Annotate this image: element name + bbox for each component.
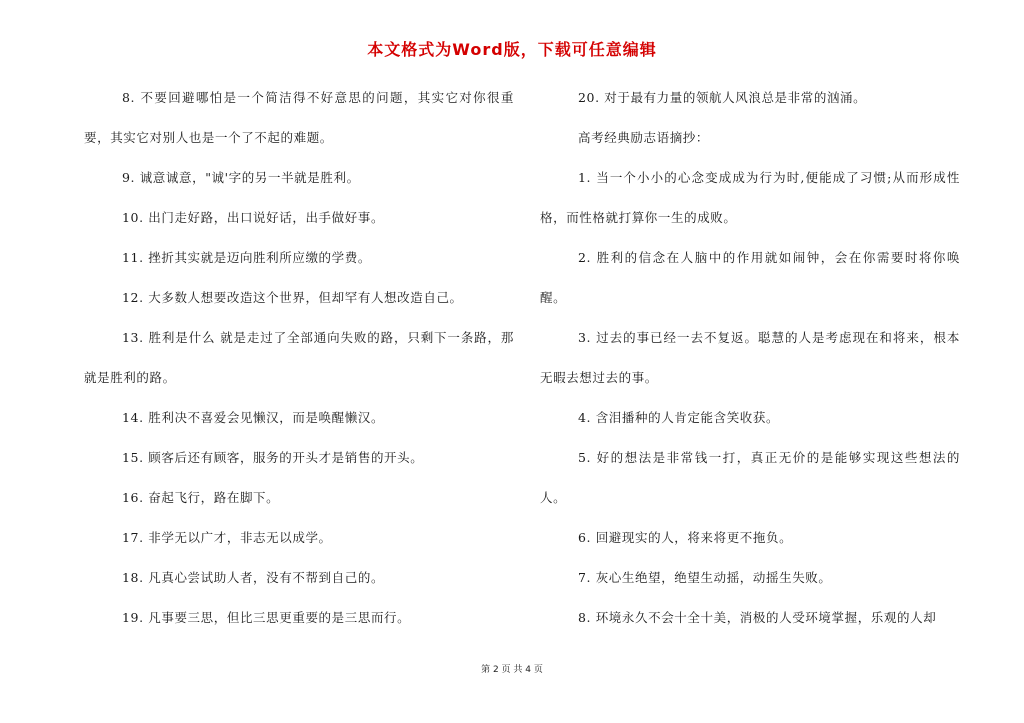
right-column	[540, 78, 960, 638]
paragraph: 1. 当一个小小的心念变成成为行为时,便能成了习惯;从而形成性格，而性格就打算你一生的成败。	[540, 170, 960, 225]
paragraph: 8. 环境永久不会十全十美，消极的人受环境掌握，乐观的人却	[578, 610, 937, 625]
paragraph: 8. 不要回避哪怕是一个简洁得不好意思的问题，其实它对你很重要，其实它对别人也是一个了不起的难题。	[84, 90, 514, 145]
paragraph: 5. 好的想法是非常钱一打，真正无价的是能够实现这些想法的人。	[540, 450, 960, 505]
left-column	[84, 78, 514, 638]
paragraph: 20. 对于最有力量的领航人风浪总是非常的汹涌。	[578, 90, 867, 105]
paragraph: 13. 胜利是什么 就是走过了全部通向失败的路，只剩下一条路，那就是胜利的路。	[84, 330, 514, 385]
paragraph: 2. 胜利的信念在人脑中的作用就如闹钟，会在你需要时将你唤醒。	[540, 250, 960, 305]
paragraph: 12. 大多数人想要改造这个世界，但却罕有人想改造自己。	[122, 290, 463, 305]
paragraph: 10. 出门走好路，出口说好话，出手做好事。	[122, 210, 385, 225]
paragraph: 15. 顾客后还有顾客，服务的开头才是销售的开头。	[122, 450, 424, 465]
paragraph: 6. 回避现实的人，将来将更不拖负。	[578, 530, 793, 545]
paragraph: 14. 胜利决不喜爱会见懒汉，而是唤醒懒汉。	[122, 410, 385, 425]
document-banner: 本文格式为Word版，下载可任意编辑	[367, 40, 657, 59]
page-number: 第 2 页 共 4 页	[481, 665, 543, 675]
paragraph: 18. 凡真心尝试助人者，没有不帮到自己的。	[122, 570, 385, 585]
paragraph: 19. 凡事要三思，但比三思更重要的是三思而行。	[122, 610, 411, 625]
paragraph: 17. 非学无以广才，非志无以成学。	[122, 530, 332, 545]
paragraph: 9. 诚意诚意，"诚'字的另一半就是胜利。	[122, 170, 360, 185]
section-heading: 高考经典励志语摘抄：	[578, 130, 710, 145]
paragraph: 4. 含泪播种的人肯定能含笑收获。	[578, 410, 780, 425]
paragraph: 3. 过去的事已经一去不复返。聪慧的人是考虑现在和将来，根本无暇去想过去的事。	[540, 330, 960, 385]
paragraph: 11. 挫折其实就是迈向胜利所应缴的学费。	[122, 250, 371, 265]
paragraph: 7. 灰心生绝望，绝望生动摇，动摇生失败。	[578, 570, 832, 585]
paragraph: 16. 奋起飞行，路在脚下。	[122, 490, 280, 505]
